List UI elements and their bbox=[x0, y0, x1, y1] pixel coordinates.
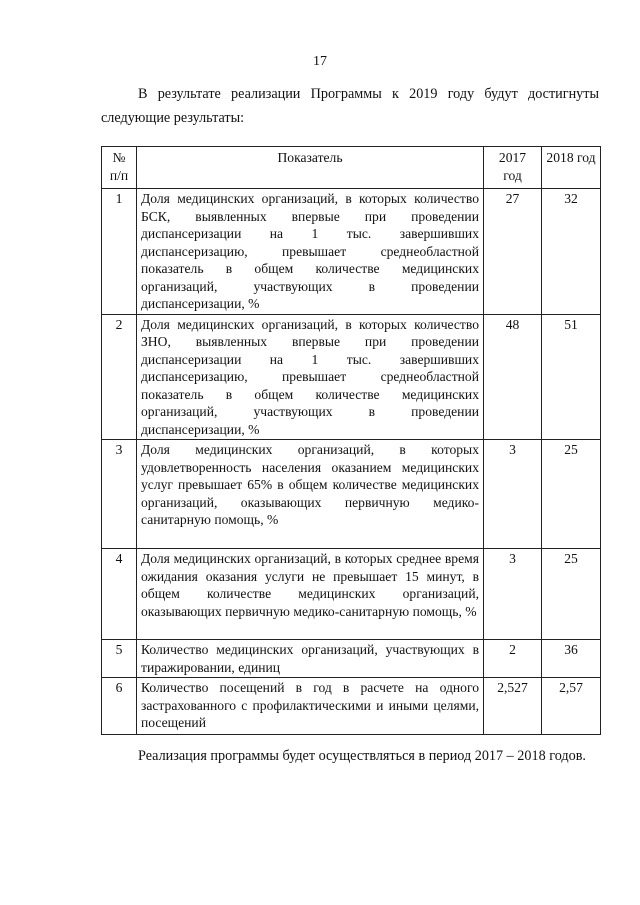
table-row bbox=[102, 640, 601, 678]
row-indicator: Доля медицинских организаций, в которых среднее время ожидания оказания услуги не превышает 15 минут, в общем количестве медицинских организаций, оказывающих первичную медико-санитарную помощь, % bbox=[137, 549, 484, 640]
table-header-row bbox=[102, 147, 601, 189]
row-value-2018: 51 bbox=[542, 314, 601, 440]
outro-paragraph: Реализация программы будет осуществляться в период 2017 – 2018 годов. bbox=[138, 748, 586, 764]
page-number: 17 bbox=[313, 54, 327, 69]
table-row bbox=[102, 678, 601, 735]
header-indicator: Показатель bbox=[137, 147, 484, 189]
header-num: № п/п bbox=[102, 147, 137, 189]
row-num: 6 bbox=[102, 678, 137, 735]
row-value-2018: 25 bbox=[542, 440, 601, 549]
row-indicator: Количество медицинских организаций, участвующих в тиражировании, единиц bbox=[137, 640, 484, 678]
row-indicator: Количество посещений в год в расчете на одного застрахованного с профилактическими и иными целями, посещений bbox=[137, 678, 484, 735]
row-value-2017: 3 bbox=[484, 440, 542, 549]
row-indicator: Доля медицинских организаций, в которых удовлетворенность населения оказанием медицинских услуг превышает 65% в общем количестве медицинских организаций, оказывающих первичную медико-санитарную помощь, % bbox=[137, 440, 484, 549]
row-value-2017: 2,527 bbox=[484, 678, 542, 735]
row-num: 5 bbox=[102, 640, 137, 678]
header-year-2018: 2018 год bbox=[542, 147, 601, 189]
table-row bbox=[102, 189, 601, 315]
row-num: 1 bbox=[102, 189, 137, 315]
row-value-2018: 32 bbox=[542, 189, 601, 315]
results-table bbox=[101, 146, 601, 735]
row-value-2017: 48 bbox=[484, 314, 542, 440]
row-num: 3 bbox=[102, 440, 137, 549]
row-value-2018: 25 bbox=[542, 549, 601, 640]
row-value-2018: 36 bbox=[542, 640, 601, 678]
table-row bbox=[102, 314, 601, 440]
row-num: 2 bbox=[102, 314, 137, 440]
row-indicator: Доля медицинских организаций, в которых количество БСК, выявленных впервые при проведении диспансеризации на 1 тыс. завершивших диспансеризацию, превышает среднеобластной показатель в общем количестве медицинских организаций, участвующих в проведении диспансеризации, % bbox=[137, 189, 484, 315]
row-value-2018: 2,57 bbox=[542, 678, 601, 735]
row-value-2017: 3 bbox=[484, 549, 542, 640]
row-value-2017: 27 bbox=[484, 189, 542, 315]
row-value-2017: 2 bbox=[484, 640, 542, 678]
table-row bbox=[102, 440, 601, 549]
row-indicator: Доля медицинских организаций, в которых количество ЗНО, выявленных впервые при проведении диспансеризации на 1 тыс. завершивших диспансеризацию, превышает среднеобластной показатель в общем количестве медицинских организаций, участвующих в проведении диспансеризации, % bbox=[137, 314, 484, 440]
table-row bbox=[102, 549, 601, 640]
header-year-2017: 2017 год bbox=[484, 147, 542, 189]
intro-paragraph: В результате реализации Программы к 2019 году будут достигнуты следующие результаты: bbox=[101, 86, 599, 126]
row-num: 4 bbox=[102, 549, 137, 640]
